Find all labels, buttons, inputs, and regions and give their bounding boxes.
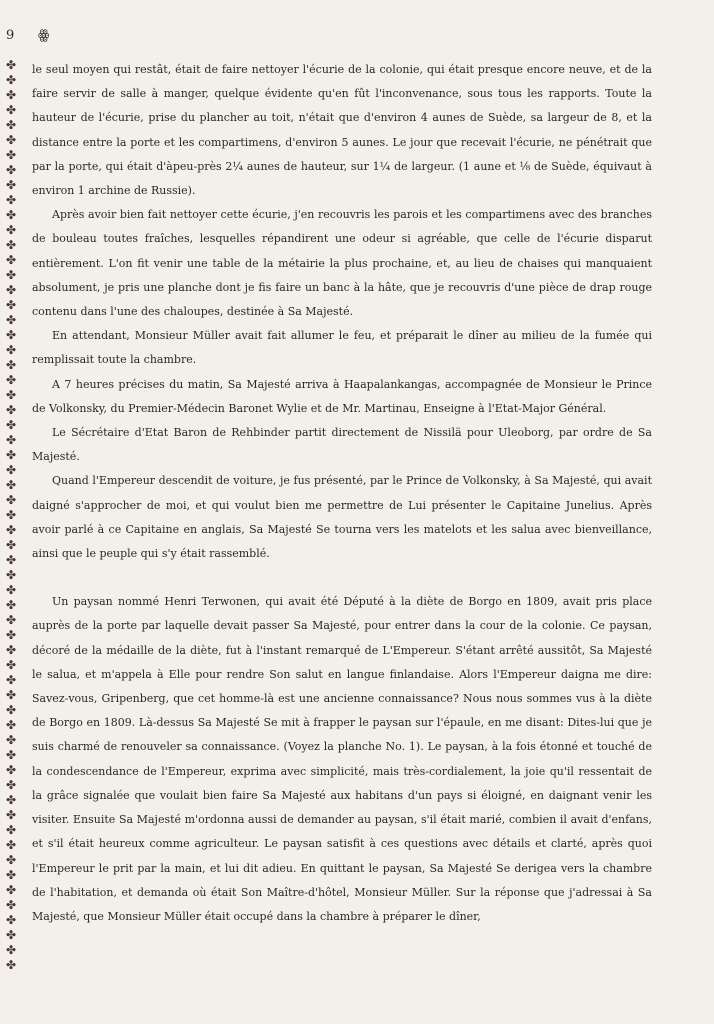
border-ornament-icon: ✤ <box>5 358 17 372</box>
border-ornament-icon: ✤ <box>5 118 17 132</box>
paragraph-7: Un paysan nommé Henri Terwonen, qui avait été Député à la diète de Borgo en 1809, avait pris place auprès de la porte par laquelle devait passer Sa Majesté, pour entrer dans la cour de la colonie. Ce paysan, décoré de la médaille de la diète, fut à l'instant remarqué de L'Empereur. S'étant arrêté aussitôt, Sa Majesté le salua, et m'appela à Elle pour rendre Son salut en langue finlandaise. Alors l'Empereur daigna me dire: Savez-vous, Gripenberg, que cet homme-là est une ancienne connaissance? Nous nous sommes vus à la diète de Borgo en 1809. Là-dessus Sa Majesté Se mit à frapper le paysan sur l'épaule, en me disant: Dites-lui que je suis charmé de renouveler sa connaissance. (Voyez la planche No. 1). Le paysan, à la fois étonné et touché de la condescendance de l'Empereur, exprima avec simplicité, mais très-cordialement, la joie qu'il ressentait de la grâce signalée que voulait bien faire Sa Majesté aux habitans d'un pays si éloigné, en daignant venir les visiter. Ensuite Sa Majesté m'ordonna aussi de demander au paysan, s'il était marié, combien il avait d'enfans, et s'il était heureux comme agriculteur. Le paysan satisfit à ces questions avec détails et clarté, après quoi l'Empereur le prit par la main, et lui dit adieu. En quittant le paysan, Sa Majesté Se derigea vers la chambre de l'habitation, et demanda où était Son Maître-d'hôtel, Monsieur Müller. Sur la réponse que j'adressai à Sa Majesté, que Monsieur Müller était occupé dans la chambre à préparer le dîner, <box>32 595 652 923</box>
border-ornament-icon: ✤ <box>5 88 17 102</box>
border-ornament-icon: ✤ <box>5 538 17 552</box>
ornament-icon: ꙮ <box>38 28 50 43</box>
border-ornament-icon: ✤ <box>5 673 17 687</box>
border-ornament-icon: ✤ <box>5 778 17 792</box>
border-ornament-icon: ✤ <box>5 763 17 777</box>
border-ornament-icon: ✤ <box>5 463 17 477</box>
border-ornament-icon: ✤ <box>5 148 17 162</box>
paragraph-6: Quand l'Empereur descendit de voiture, je fus présenté, par le Prince de Volkonsky, à Sa Majesté, qui avait daigné s'approcher de moi, et qui voulut bien me permettre de Lui présenter le Capitaine Junelius. Après avoir parlé à ce Capitaine en anglais, Sa Majesté Se tourna vers les matelots et les salua avec bienveillance, ainsi que le peuple qui s'y était rassemblé. <box>32 474 652 561</box>
border-ornament-icon: ✤ <box>5 178 17 192</box>
border-ornament-icon: ✤ <box>5 223 17 237</box>
border-ornament-icon: ✤ <box>5 958 17 972</box>
border-ornament-icon: ✤ <box>5 688 17 702</box>
border-ornament-icon: ✤ <box>5 208 17 222</box>
border-ornament-icon: ✤ <box>5 493 17 507</box>
border-ornament-icon: ✤ <box>5 658 17 672</box>
page-number: 9 <box>6 28 15 43</box>
border-ornament-icon: ✤ <box>5 403 17 417</box>
border-ornament-icon: ✤ <box>5 298 17 312</box>
border-ornament-icon: ✤ <box>5 718 17 732</box>
border-ornament-icon: ✤ <box>5 433 17 447</box>
border-ornament-icon: ✤ <box>5 253 17 267</box>
border-ornament-icon: ✤ <box>5 913 17 927</box>
paragraph-4: A 7 heures précises du matin, Sa Majesté arriva à Haapalankangas, accompagnée de Monsieur le Prince de Volkonsky, du Premier-Médecin Baronet Wylie et de Mr. Martinau, Enseigne à l'Etat-Major Général. <box>32 377 652 415</box>
border-ornament-icon: ✤ <box>5 388 17 402</box>
border-ornament-icon: ✤ <box>5 553 17 567</box>
border-ornament-icon: ✤ <box>5 748 17 762</box>
border-ornament-icon: ✤ <box>5 268 17 282</box>
border-ornament-icon: ✤ <box>5 928 17 942</box>
paragraph-2: Après avoir bien fait nettoyer cette écurie, j'en recouvris les parois et les compartimens avec des branches de bouleau toutes fraîches, lesquelles répandirent une odeur si agréable, que celle de l'écurie disparut entièrement. L'on fit venir une table de la métairie la plus prochaine, et, au lieu de chaises qui manquaient absolument, je pris une planche dont je fis faire un banc à la hâte, que je recouvris d'une pièce de drap rouge contenu dans l'une des chaloupes, destinée à Sa Majesté. <box>32 208 652 319</box>
paragraph-1: le seul moyen qui restât, était de faire nettoyer l'écurie de la colonie, qui était presque encore neuve, et de la faire servir de salle à manger, quelque évidente qu'en fût l'inconvenance, sous tous les rapports. Toute la hauteur de l'écurie, prise du plancher au toit, n'était que d'environ 4 aunes de Suède, sa largeur de 8, et la distance entre la porte et les compartimens, d'environ 5 aunes. Le jour que recevait l'écurie, ne pénétrait que par la porte, qui était d'àpeu-près 2¼ aunes de hauteur, sur 1¼ de largeur. (1 aune et ⅛ de Suède, équivaut à environ 1 archine de Russie). <box>32 63 652 198</box>
border-ornament-icon: ✤ <box>5 343 17 357</box>
text-column <box>32 58 652 929</box>
decorative-border <box>4 58 18 978</box>
border-ornament-icon: ✤ <box>5 448 17 462</box>
border-ornament-icon: ✤ <box>5 838 17 852</box>
border-ornament-icon: ✤ <box>5 373 17 387</box>
border-ornament-icon: ✤ <box>5 283 17 297</box>
border-ornament-icon: ✤ <box>5 508 17 522</box>
border-ornament-icon: ✤ <box>5 523 17 537</box>
border-ornament-icon: ✤ <box>5 853 17 867</box>
border-ornament-icon: ✤ <box>5 733 17 747</box>
border-ornament-icon: ✤ <box>5 103 17 117</box>
border-ornament-icon: ✤ <box>5 193 17 207</box>
border-ornament-icon: ✤ <box>5 823 17 837</box>
paragraph-5: Le Sécrétaire d'Etat Baron de Rehbinder partit directement de Nissilä pour Uleoborg, par ordre de Sa Majesté. <box>32 426 652 464</box>
border-ornament-icon: ✤ <box>5 58 17 72</box>
border-ornament-icon: ✤ <box>5 583 17 597</box>
border-ornament-icon: ✤ <box>5 643 17 657</box>
border-ornament-icon: ✤ <box>5 898 17 912</box>
border-ornament-icon: ✤ <box>5 598 17 612</box>
border-ornament-icon: ✤ <box>5 883 17 897</box>
border-ornament-icon: ✤ <box>5 943 17 957</box>
border-ornament-icon: ✤ <box>5 133 17 147</box>
border-ornament-icon: ✤ <box>5 328 17 342</box>
border-ornament-icon: ✤ <box>5 868 17 882</box>
border-ornament-icon: ✤ <box>5 163 17 177</box>
border-ornament-icon: ✤ <box>5 73 17 87</box>
border-ornament-icon: ✤ <box>5 238 17 252</box>
border-ornament-icon: ✤ <box>5 628 17 642</box>
border-ornament-icon: ✤ <box>5 703 17 717</box>
border-ornament-icon: ✤ <box>5 793 17 807</box>
border-ornament-icon: ✤ <box>5 568 17 582</box>
border-ornament-icon: ✤ <box>5 808 17 822</box>
border-ornament-icon: ✤ <box>5 613 17 627</box>
border-ornament-icon: ✤ <box>5 418 17 432</box>
border-ornament-icon: ✤ <box>5 313 17 327</box>
border-ornament-icon: ✤ <box>5 478 17 492</box>
paragraph-3: En attendant, Monsieur Müller avait fait allumer le feu, et préparait le dîner au milieu de la fumée qui remplissait toute la chambre. <box>32 329 652 367</box>
